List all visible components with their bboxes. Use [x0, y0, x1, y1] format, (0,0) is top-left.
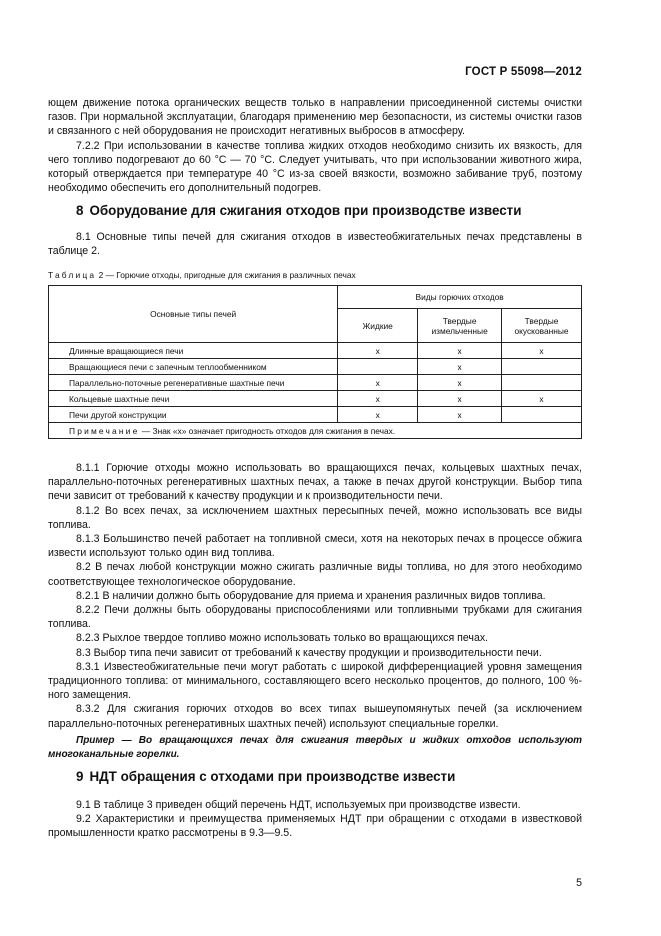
lump-cell	[502, 359, 582, 375]
table-note-text: — Знак «х» означает пригодность отходов для сжигания в печах.	[139, 425, 396, 436]
section-number: 8	[76, 203, 84, 218]
kiln-type-cell: Кольцевые шахтные печи	[49, 391, 338, 407]
col-header-liquid: Жидкие	[338, 309, 418, 343]
col-header-solid-lump: Твердые окускованные	[502, 309, 582, 343]
paragraph: 8.1.1 Горючие отходы можно использовать во вращающихся печах, кольцевых шахтных печах, параллельно-поточных регенеративных шахтных печах, а также в печах другой конструкции. Выбор типа печи зависит от требований к качеству продукции и к производительности печи.	[48, 462, 582, 503]
ground-cell: x	[418, 407, 502, 423]
kiln-type-cell: Длинные вращающиеся печи	[49, 343, 338, 359]
ground-cell: x	[418, 375, 502, 391]
paragraph: 8.2.3 Рыхлое твердое топливо можно использовать только во вращающихся печах.	[76, 632, 489, 645]
paragraph: 8.2.1 В наличии должно быть оборудование для приема и хранения различных видов топлива.	[76, 589, 546, 602]
liquid-cell: x	[338, 343, 418, 359]
paragraph: 8.2 В печах любой конструкции можно сжигать различные виды топлива, но для этого необходимо соответствующее технологическое оборудование.	[48, 561, 582, 588]
text-block-intro	[48, 96, 582, 195]
text-block-9	[48, 798, 582, 841]
ground-cell: x	[418, 343, 502, 359]
lump-cell: x	[502, 391, 582, 407]
lump-cell	[502, 375, 582, 391]
lump-cell: x	[502, 343, 582, 359]
table-caption	[48, 270, 356, 280]
table-row	[49, 407, 582, 423]
col-header-solid-ground: Твердые измельченные	[418, 309, 502, 343]
paragraph: 8.3 Выбор типа печи зависит от требований к качеству продукции и производительности печи.	[76, 646, 542, 659]
table-note-row	[49, 423, 582, 439]
table-caption-label: Таблица	[48, 270, 97, 280]
kiln-type-cell: Параллельно-поточные регенеративные шахтные печи	[49, 375, 338, 391]
example-note: Пример — Во вращающихся печах для сжигания твердых и жидких отходов используют многоканальные горелки.	[48, 735, 582, 760]
table-note	[49, 423, 582, 439]
paragraph: 8.1 Основные типы печей для сжигания отходов в известеобжигательных печах представлены в таблице 2.	[48, 231, 582, 258]
document-header: ГОСТ Р 55098—2012	[465, 66, 582, 78]
section-number: 9	[76, 769, 84, 784]
kiln-type-cell: Печи другой конструкции	[49, 407, 338, 423]
col-header-kiln-types: Основные типы печей	[49, 286, 338, 343]
text-block-8-details	[48, 461, 582, 731]
liquid-cell: x	[338, 407, 418, 423]
paragraph: 9.2 Характеристики и преимущества применяемых НДТ при обращении с отходами в известковой промышленности кратко рассмотрены в 9.3—9.5.	[48, 813, 582, 840]
paragraph: 9.1 В таблице 3 приведен общий перечень НДТ, используемых при производстве извести.	[76, 799, 521, 811]
table-row	[49, 359, 582, 375]
col-header-waste-types: Виды горючих отходов	[338, 286, 582, 309]
table-row	[49, 343, 582, 359]
section-9-heading	[76, 769, 455, 784]
liquid-cell	[338, 359, 418, 375]
liquid-cell: x	[338, 391, 418, 407]
paragraph: 8.2.2 Печи должны быть оборудованы приспособлениями или топливными трубками для сжигания топлива.	[48, 604, 582, 631]
section-title: НДТ обращения с отходами при производстве извести	[89, 769, 456, 784]
section-title: Оборудование для сжигания отходов при производстве извести	[89, 203, 522, 218]
liquid-cell: x	[338, 375, 418, 391]
paragraph: 8.3.1 Известеобжигательные печи могут работать с широкой дифференциацией уровня замещения традиционного топлива: от минимального, составляющего всего несколько процентов, до полного, 100 %-ного замещения.	[48, 660, 582, 702]
fuel-waste-table	[48, 285, 582, 439]
ground-cell: x	[418, 359, 502, 375]
paragraph: 8.1.2 Во всех печах, за исключением шахтных пересыпных печей, можно использовать все виды топлива.	[48, 504, 582, 531]
paragraph: ющем движение потока органических веществ только в направлении присоединенной системы очистки газов. При нормальной эксплуатации, благодаря применению мер безопасности, из системы очистки газов и связанного с ней оборудования не происходит негативных выбросов в атмосферу.	[48, 97, 582, 138]
kiln-type-cell: Вращающиеся печи с запечным теплообменником	[49, 359, 338, 375]
table-caption-text: 2 — Горючие отходы, пригодные для сжигания в различных печах	[96, 270, 356, 280]
text-block-8-1	[48, 230, 582, 258]
paragraph: 8.1.3 Большинство печей работает на топливной смеси, хотя на некоторых печах в процессе обжига извести используют только один вид топлива.	[48, 533, 582, 560]
lump-cell	[502, 407, 582, 423]
table-row	[49, 391, 582, 407]
ground-cell: x	[418, 391, 502, 407]
section-8-heading	[76, 203, 521, 218]
page-number: 5	[576, 877, 582, 889]
paragraph: 8.3.2 Для сжигания горючих отходов во всех типах вышеупомянутых печей (за исключением параллельно-поточных регенеративных шахтных печей) используют специальные горелки.	[48, 703, 582, 730]
table-row	[49, 375, 582, 391]
table-note-label: Примечание	[69, 425, 140, 436]
paragraph: 7.2.2 При использовании в качестве топлива жидких отходов необходимо снизить их вязкость, для чего топливо подогревают до 60 °С — 70 °С. Следует учитывать, что при использовании животного жира, который отверждается при температуре 40 °С из-за своей вязкости, возможно забивание труб, поэтому необходимо обеспечить его дополнительный подогрев.	[48, 139, 582, 195]
